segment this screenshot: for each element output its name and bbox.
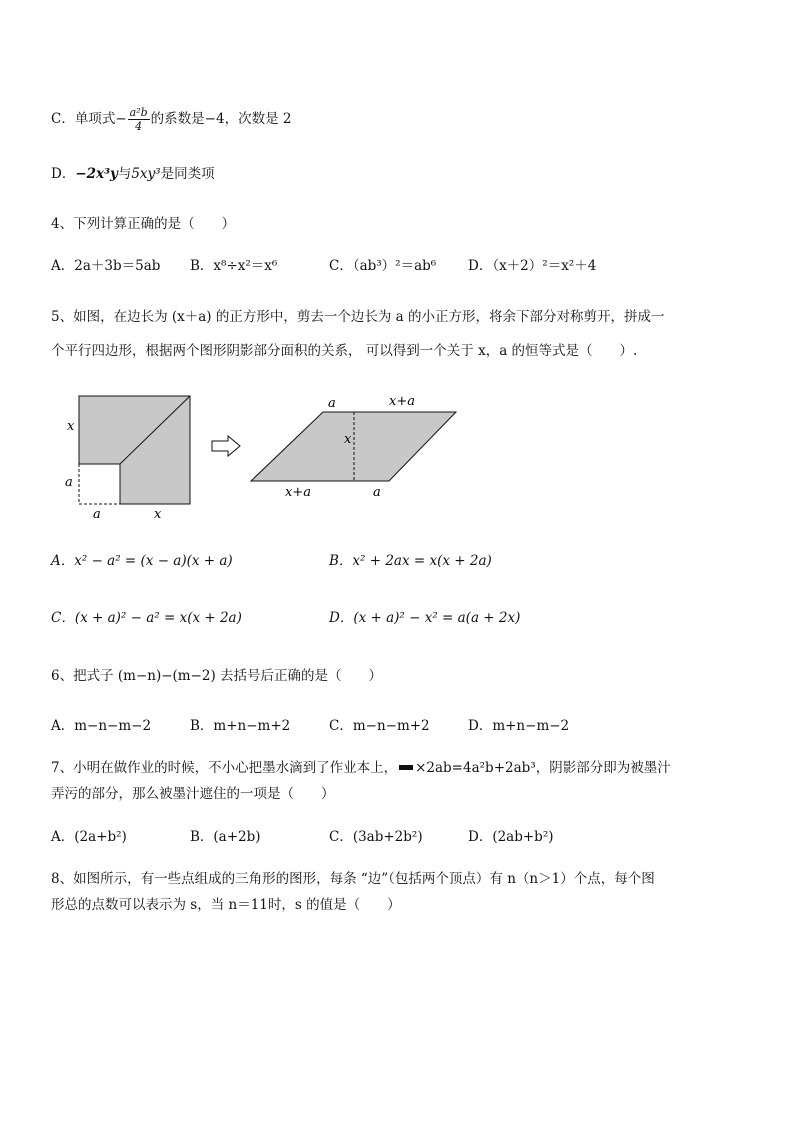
q5-option-c: C．(x + a)² − a² = x(x + 2a) [51,610,242,626]
q7-stem-line2: 弄污的部分，那么被墨汁遮住的一项是（ ） [51,786,335,802]
q3-option-c [51,106,291,133]
q5-figure-svg [56,386,476,522]
q7-option-a: A．(2a+b²) [51,829,127,845]
q3-c-frac-num: a²b [129,106,148,119]
q6-option-a: A．m−n−m−2 [51,718,152,734]
ink-blot-icon [399,765,413,770]
q7-stem-part1: 7、小明在做作业的时候，不小心把墨水滴到了作业本上， [51,760,398,776]
q5-option-a: A．x² − a² = (x − a)(x + a) [51,553,233,569]
q5-option-d: D．(x + a)² − x² = a(a + 2x) [329,610,521,626]
square-label-x-side: x [67,419,75,434]
q7-option-d: D．(2ab+b²) [468,829,554,845]
q3-c-minus: − [115,111,127,127]
q6-option-c: C．m−n−m+2 [329,718,430,734]
q3-d-and: 与 [117,166,132,182]
q6-stem: 6、把式子 (m−n)−(m−2) 去括号后正确的是（ ） [51,668,383,684]
q3-c-frac-den: 4 [135,120,143,133]
arrow-icon [212,436,240,456]
q3-c-suffix: 的系数是−4，次数是 2 [150,111,292,127]
q4-option-c: C．（ab³）²＝ab⁶ [329,258,437,274]
para-label-mid-x: x [344,432,352,447]
q7-option-c: C．(3ab+2b²) [329,829,423,845]
q6-option-d: D．m+n−m−2 [468,718,570,734]
q7-option-b: B．(a+2b) [190,829,261,845]
q4-option-b: B．x⁸÷x²＝x⁶ [190,258,278,274]
q8-stem-line1: 8、如图所示，有一些点组成的三角形的图形，每条 “边”（包括两个顶点）有 n（n＞1）个点，每个图 [51,871,655,887]
q5-option-b: B．x² + 2ax = x(x + 2a) [329,553,492,569]
q7-stem-part2: ×2ab=4a²b+2ab³，阴影部分即为被墨汁 [415,760,671,776]
q3-c-prefix: C．单项式 [51,111,116,127]
q4-stem: 4、下列计算正确的是（ ） [51,216,236,232]
q4-option-a: A．2a＋3b＝5ab [51,258,161,274]
q4-option-d: D．（x＋2）²＝x²＋4 [468,258,597,274]
para-label-bottom-xa: x+a [285,485,311,500]
square-label-a-side: a [65,475,73,490]
q3-d-expr2: 5xy³ [131,166,161,182]
q5-stem-line1: 5、如图，在边长为 (x＋a) 的正方形中，剪去一个边长为 a 的小正方形，将余下部分对称剪开，拼成一 [51,309,665,325]
q3-d-label: D． [51,166,76,182]
para-label-top-a: a [328,396,336,411]
q8-stem-line2: 形总的点数可以表示为 s，当 n＝11时，s 的值是（ ） [51,897,401,913]
square-label-x-bottom: x [154,507,162,522]
q3-d-suffix: 是同类项 [160,166,215,182]
q6-option-b: B．m+n−m+2 [190,718,291,734]
q5-stem-line2: 个平行四边形，根据两个图形阴影部分面积的关系， 可以得到一个关于 x，a 的恒等式是（ ）. [51,343,638,359]
para-label-top-xa: x+a [389,394,415,409]
q3-option-d [51,164,215,184]
q3-d-expr1: −2x³y [75,166,118,182]
q5-figure [56,386,476,522]
q7-stem-line1 [51,758,671,778]
q3-c-fraction [128,106,150,133]
square-label-a-bottom: a [93,507,101,522]
para-label-bottom-a: a [373,485,381,500]
